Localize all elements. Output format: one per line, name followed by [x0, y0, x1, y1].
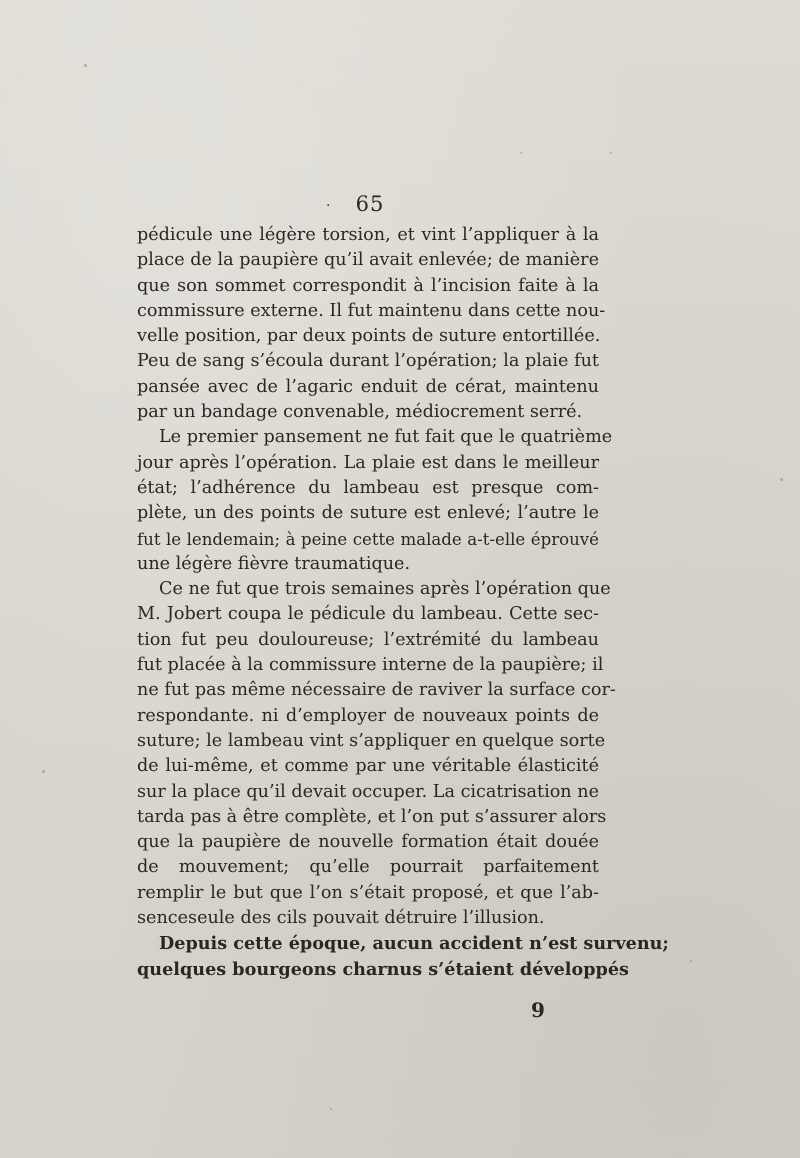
text-line: état; l’adhérence du lambeau est presque com- — [137, 477, 599, 498]
paper-speck — [42, 770, 45, 773]
text-line: tion fut peu douloureuse; l’extrémité du lambeau — [137, 629, 599, 650]
text-line: plète, un des points de suture est enlevé; l’autre le — [137, 503, 599, 524]
text-line: M. Jobert coupa le pédicule du lambeau. Cette sec- — [137, 604, 599, 625]
text-line: de mouvement; qu’elle pourrait parfaitement — [137, 857, 599, 878]
paper-speck — [610, 152, 612, 154]
text-line: fut placée à la commissure interne de la paupière; il — [137, 655, 604, 676]
text-line: tarda pas à être complète, et l’on put s’assurer alors — [137, 806, 607, 827]
text-line: pansée avec de l’agaric enduit de cérat, maintenu — [137, 376, 599, 397]
signature-mark: 9 — [531, 998, 545, 1022]
text-line: Peu de sang s’écoula durant l’opération; la plaie fut — [137, 351, 599, 372]
paper-speck — [780, 478, 783, 481]
text-line: par un bandage convenable, médiocrement serré. — [137, 402, 583, 423]
text-line: une légère fièvre traumatique. — [137, 553, 411, 574]
paper-speck — [330, 1108, 332, 1110]
text-line: que la paupière de nouvelle formation était douée — [137, 832, 599, 853]
text-line: que son sommet correspondit à l’incision faite à la — [137, 275, 599, 296]
paper-speck — [84, 64, 87, 67]
page-number: 65 — [355, 192, 385, 216]
paper-speck — [520, 152, 522, 154]
text-line: velle position, par deux points de suture entortillée. — [137, 326, 601, 347]
text-line: remplir le but que l’on s’était proposé, et que l’ab- — [137, 882, 599, 903]
text-line: commissure externe. Il fut maintenu dans cette nou- — [137, 300, 606, 321]
text-line: fut le lendemain; à peine cette malade a-t-elle éprouvé — [137, 529, 599, 549]
text-line: place de la paupière qu’il avait enlevée; de manière — [137, 250, 599, 271]
folio-dot: · — [326, 198, 331, 214]
text-line: pédicule une légère torsion, et vint l’appliquer à la — [137, 225, 599, 245]
body-text — [137, 223, 669, 982]
text-line: Ce ne fut que trois semaines après l’opération que — [159, 579, 611, 600]
text-line: jour après l’opération. La plaie est dans le meilleur — [137, 452, 599, 473]
text-line: quelques bourgeons charnus s’étaient développés — [137, 958, 629, 980]
text-line: suture; le lambeau vint s’appliquer en quelque sorte — [137, 730, 606, 751]
text-line: sur la place qu’il devait occuper. La cicatrisation ne — [137, 781, 599, 802]
text-line: respondante. ni d’employer de nouveaux points de — [137, 705, 599, 726]
text-line: senceseule des cils pouvait détruire l’illusion. — [137, 908, 545, 929]
paper-speck — [690, 960, 692, 962]
text-line: Depuis cette époque, aucun accident n’est survenu; — [159, 933, 669, 955]
text-line: ne fut pas même nécessaire de raviver la surface cor- — [137, 680, 616, 701]
text-line: Le premier pansement ne fut fait que le quatrième — [159, 427, 613, 448]
text-line: de lui-même, et comme par une véritable élasticité — [137, 756, 599, 777]
